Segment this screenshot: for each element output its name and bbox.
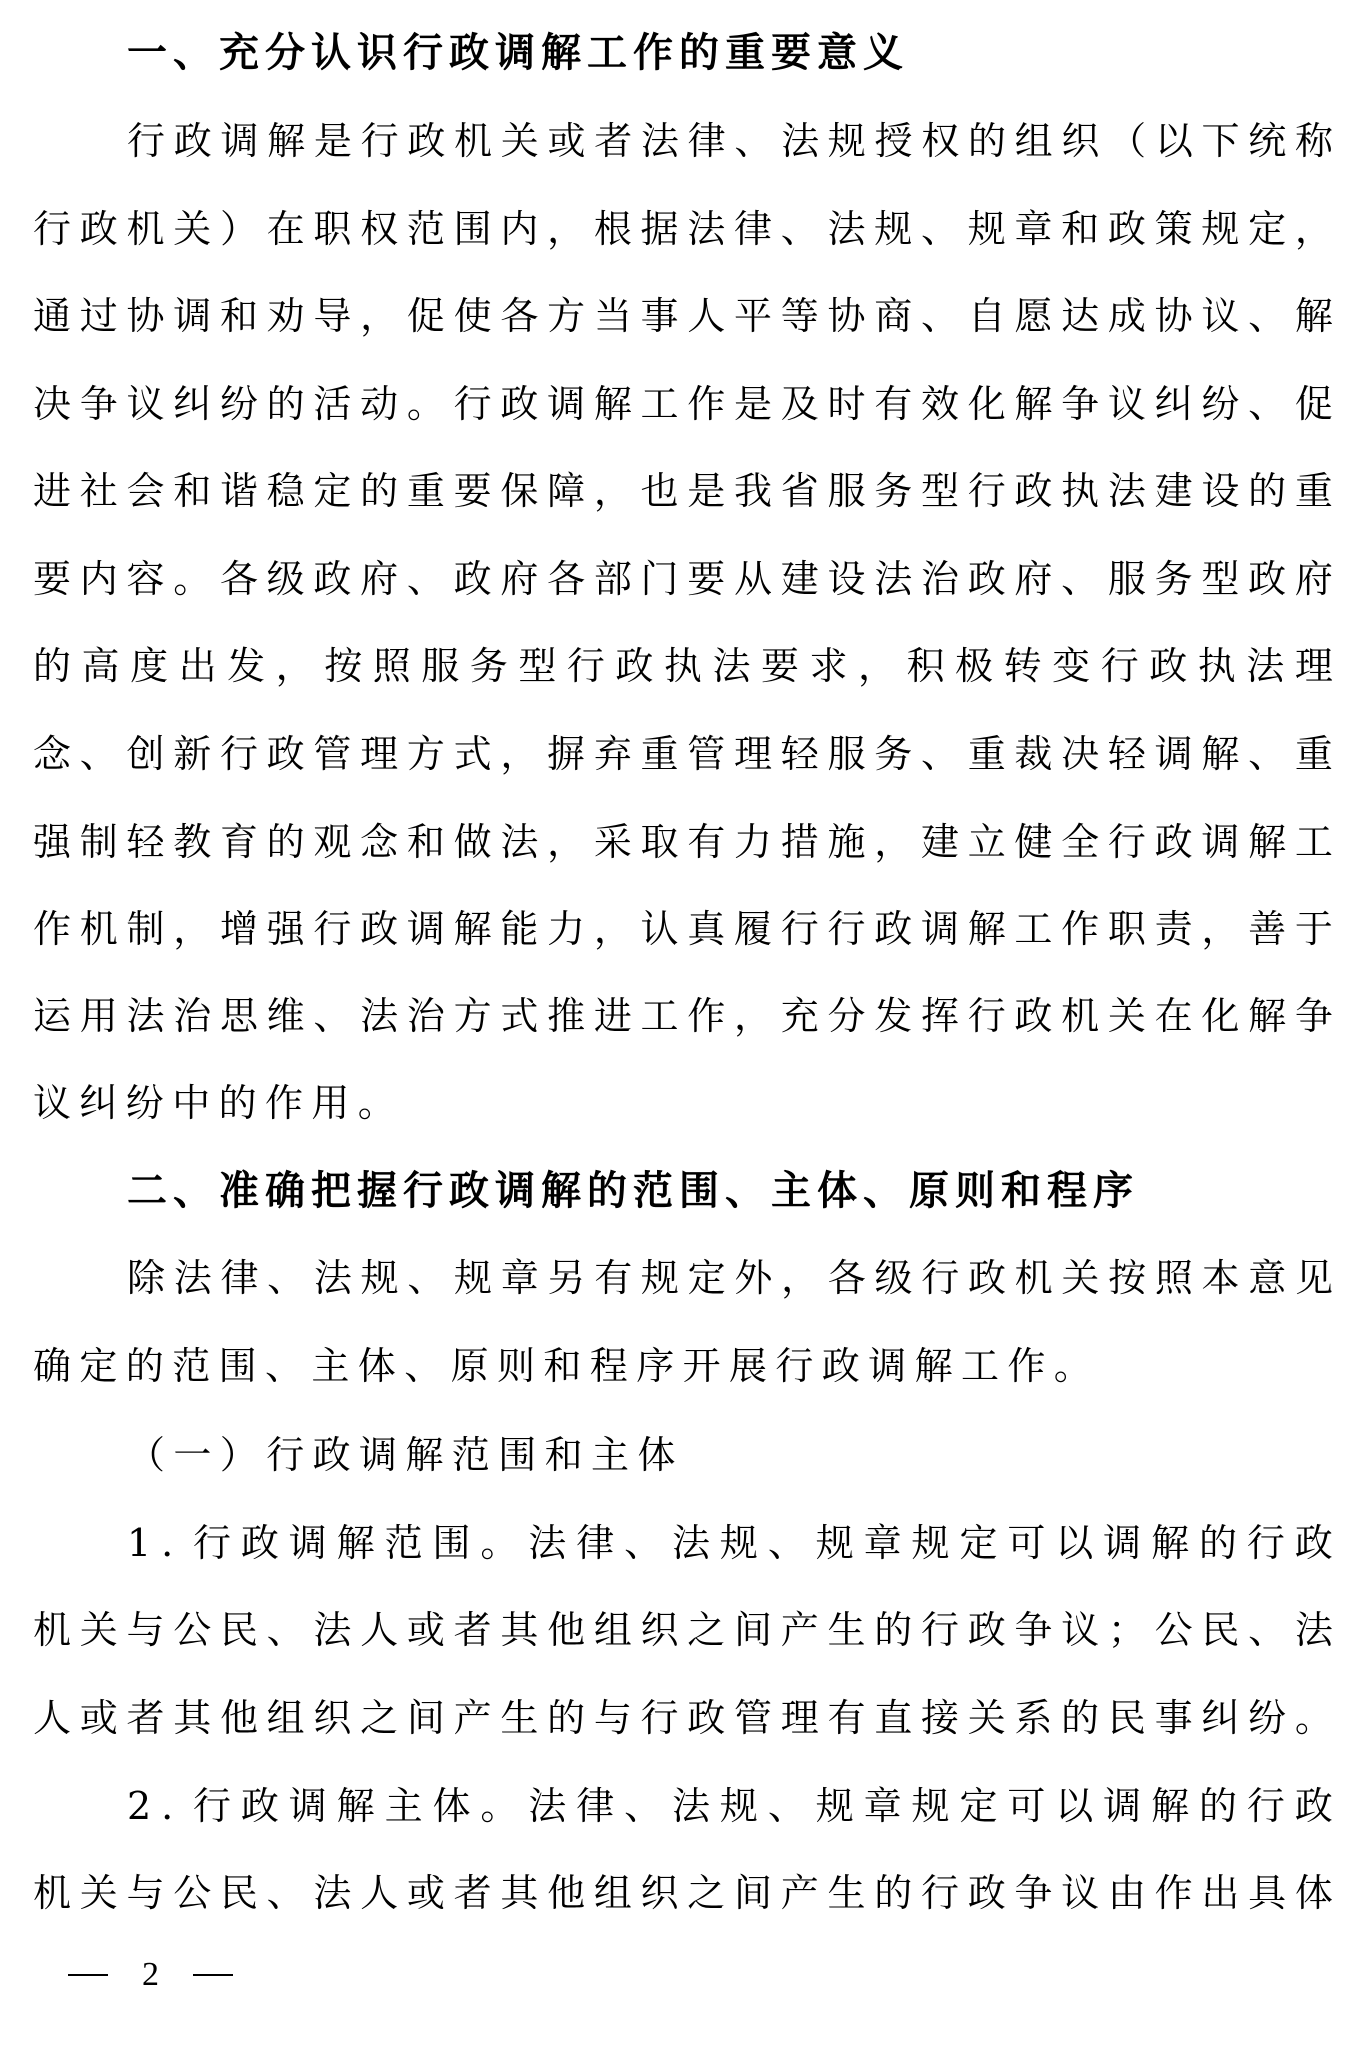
paragraph-line: 要 内 容 。 各 级 政 府 、 政 府 各 部 门 要 从 建 设 法 治 政 府 、 服 务 型 政 府	[33, 557, 1333, 601]
item-line: 2 . 行 政 调 解 主 体 。 法 律 、 法 规 、 规 章 规 定 可 以 调 解 的 行 政	[127, 1784, 1333, 1828]
item-line: 机 关 与 公 民 、 法 人 或 者 其 他 组 织 之 间 产 生 的 行 政 争 议 由 作 出 具 体	[33, 1871, 1333, 1915]
section-heading-2: 二、准确把握行政调解的范围、主体、原则和程序	[127, 1168, 1139, 1214]
paragraph-line: 进 社 会 和 谐 稳 定 的 重 要 保 障 ， 也 是 我 省 服 务 型 行 政 执 法 建 设 的 重	[33, 469, 1333, 513]
page-number-dash-left	[68, 1974, 108, 1976]
page-number-dash-right	[193, 1974, 233, 1976]
page-number-value: 2	[142, 1956, 159, 1993]
paragraph-line: 决 争 议 纠 纷 的 活 动 。 行 政 调 解 工 作 是 及 时 有 效 化 解 争 议 纠 纷 、 促	[33, 382, 1333, 426]
paragraph-line: 念 、 创 新 行 政 管 理 方 式 ， 摒 弃 重 管 理 轻 服 务 、 重 裁 决 轻 调 解 、 重	[33, 732, 1333, 776]
section-heading-1: 一、充分认识行政调解工作的重要意义	[127, 30, 909, 76]
paragraph-line: 确定的范围、主体、原则和程序开展行政调解工作。	[33, 1344, 1101, 1388]
paragraph-line: 运 用 法 治 思 维 、 法 治 方 式 推 进 工 作 ， 充 分 发 挥 行 政 机 关 在 化 解 争	[33, 994, 1333, 1038]
paragraph-line: 除 法 律 、 法 规 、 规 章 另 有 规 定 外 ， 各 级 行 政 机 关 按 照 本 意 见	[127, 1256, 1333, 1300]
paragraph-line: 的 高 度 出 发 ， 按 照 服 务 型 行 政 执 法 要 求 ， 积 极 转 变 行 政 执 法 理	[33, 644, 1333, 688]
page-number	[68, 1955, 233, 1995]
paragraph-line: 行 政 调 解 是 行 政 机 关 或 者 法 律 、 法 规 授 权 的 组 织 （ 以 下 统 称	[127, 119, 1333, 163]
paragraph-line: 行 政 机 关 ） 在 职 权 范 围 内 ， 根 据 法 律 、 法 规 、 规 章 和 政 策 规 定 ，	[33, 207, 1333, 251]
paragraph-line: 通 过 协 调 和 劝 导 ， 促 使 各 方 当 事 人 平 等 协 商 、 自 愿 达 成 协 议 、 解	[33, 294, 1333, 338]
item-line: 1 . 行 政 调 解 范 围 。 法 律 、 法 规 、 规 章 规 定 可 以 调 解 的 行 政	[127, 1521, 1333, 1565]
paragraph-line: 作 机 制 ， 增 强 行 政 调 解 能 力 ， 认 真 履 行 行 政 调 解 工 作 职 责 ， 善 于	[33, 907, 1333, 951]
paragraph-line: 强 制 轻 教 育 的 观 念 和 做 法 ， 采 取 有 力 措 施 ， 建 立 健 全 行 政 调 解 工	[33, 820, 1333, 864]
paragraph-line: 议纠纷中的作用。	[33, 1081, 405, 1125]
item-line: 机 关 与 公 民 、 法 人 或 者 其 他 组 织 之 间 产 生 的 行 政 争 议 ； 公 民 、 法	[33, 1608, 1333, 1652]
item-line: 人 或 者 其 他 组 织 之 间 产 生 的 与 行 政 管 理 有 直 接 关 系 的 民 事 纠 纷 。	[33, 1696, 1333, 1740]
subsection-heading-1: （一）行政调解范围和主体	[127, 1433, 684, 1477]
